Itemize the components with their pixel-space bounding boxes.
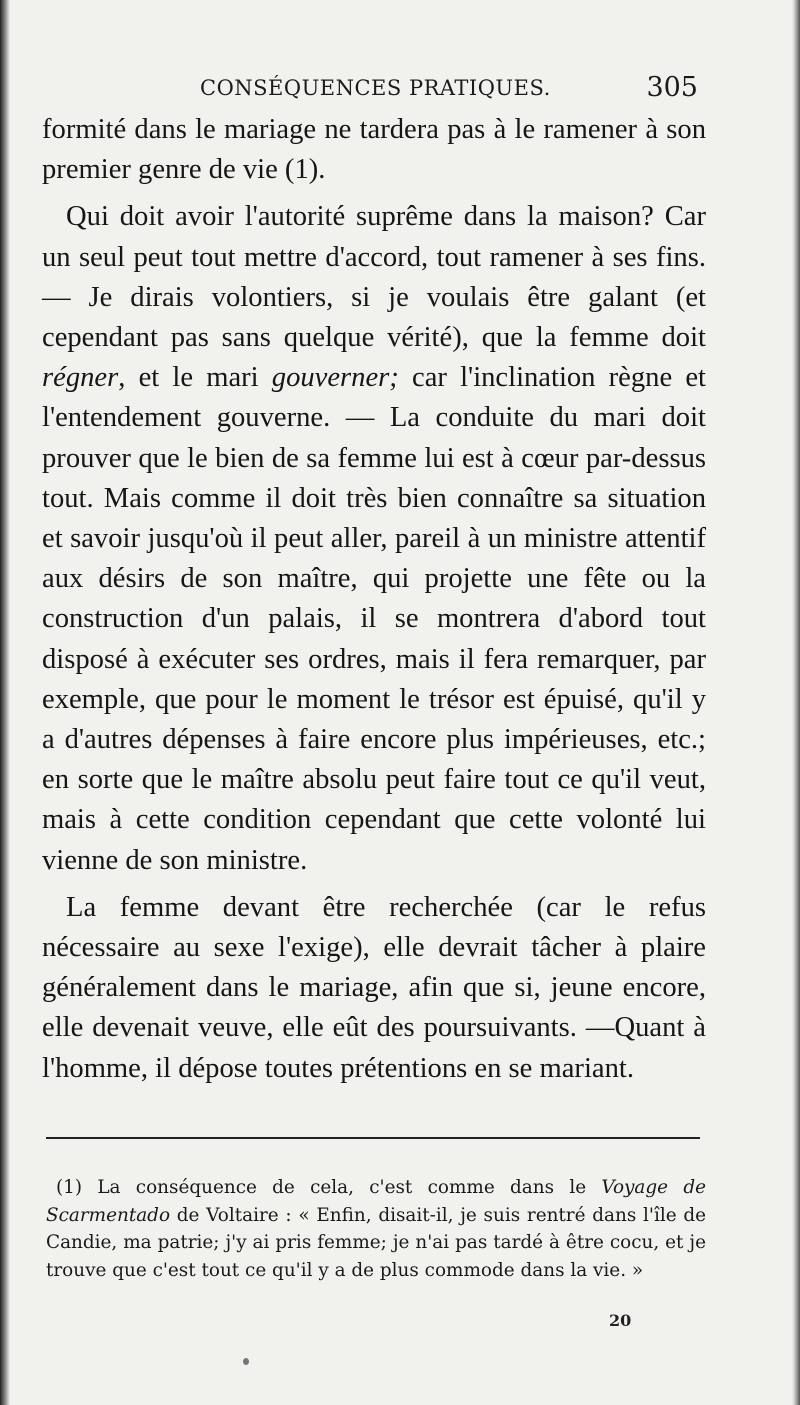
page-right-edge (792, 0, 800, 1405)
page-header (42, 72, 702, 106)
paragraph-continued: formité dans le mariage ne tardera pas à le ramener à son premier genre de vie (1). (42, 114, 706, 186)
emphasis-gouverner: gouverner; (271, 362, 399, 394)
paragraph-authority-part-2: , et le mari (118, 362, 272, 394)
paragraph-woman: La femme devant être recherchée (car le refus nécessaire au sexe l'exige), elle devrait tâcher à plaire généralement dans le mariage, afin que si, jeune encore, elle devenait veuve, elle eût des poursuivants. —Quant à l'homme, il dépose toutes prétentions en se mariant. (42, 891, 706, 1084)
footnote-marker: (1) (56, 1177, 83, 1198)
footnote (46, 1174, 706, 1284)
footnote-text-part-2: de Voltaire : « Enfin, disait-il, je suis rentré dans l'île de Candie, ma patrie; j'y ai pris femme; je n'ai pas tardé à être cocu, et je trouve que c'est tout ce qu'il y a de plus commode dans la vie. » (46, 1204, 706, 1281)
signature-mark: 20 (609, 1311, 632, 1330)
running-title: CONSÉQUENCES PRATIQUES. (200, 76, 551, 100)
paragraph-authority-part-1: Qui doit avoir l'autorité suprême dans la maison? Car un seul peut tout mettre d'accord, tout ramener à ses fins. — Je dirais volontiers, si je voulais être galant (et cependant pas sans quelque vérité), que la femme doit (42, 201, 706, 354)
page-left-edge (0, 0, 10, 1405)
emphasis-regner: régner (42, 362, 119, 394)
footnote-text-part-1: La conséquence de cela, c'est comme dans le (82, 1177, 602, 1198)
main-text (42, 110, 706, 1089)
paragraph-authority-part-3: car l'inclination règne et l'entendement gouverne. — La conduite du mari doit prouver que le bien de sa femme lui est à cœur par-dessus tout. Mais comme il doit très bien connaître sa situation et savoir jusqu'où il peut aller, pareil à un ministre attentif aux désirs de son maître, qui projette une fête ou la construction d'un palais, il se montrera d'abord tout disposé à exécuter ses ordres, mais il fera remarquer, par exemple, que pour le moment le trésor est épuisé, qu'il y a d'autres dépenses à faire encore plus impérieuses, etc.; en sorte que le maître absolu peut faire tout ce qu'il veut, mais à cette condition cependant que cette volonté lui vienne de son ministre. (42, 362, 706, 876)
page-number: 305 (646, 72, 698, 103)
ink-speck (243, 1358, 249, 1365)
paragraph-authority (42, 197, 706, 880)
footnote-rule (46, 1137, 700, 1139)
footnote-work-title: Voyage de Scarmentado (46, 1177, 706, 1226)
